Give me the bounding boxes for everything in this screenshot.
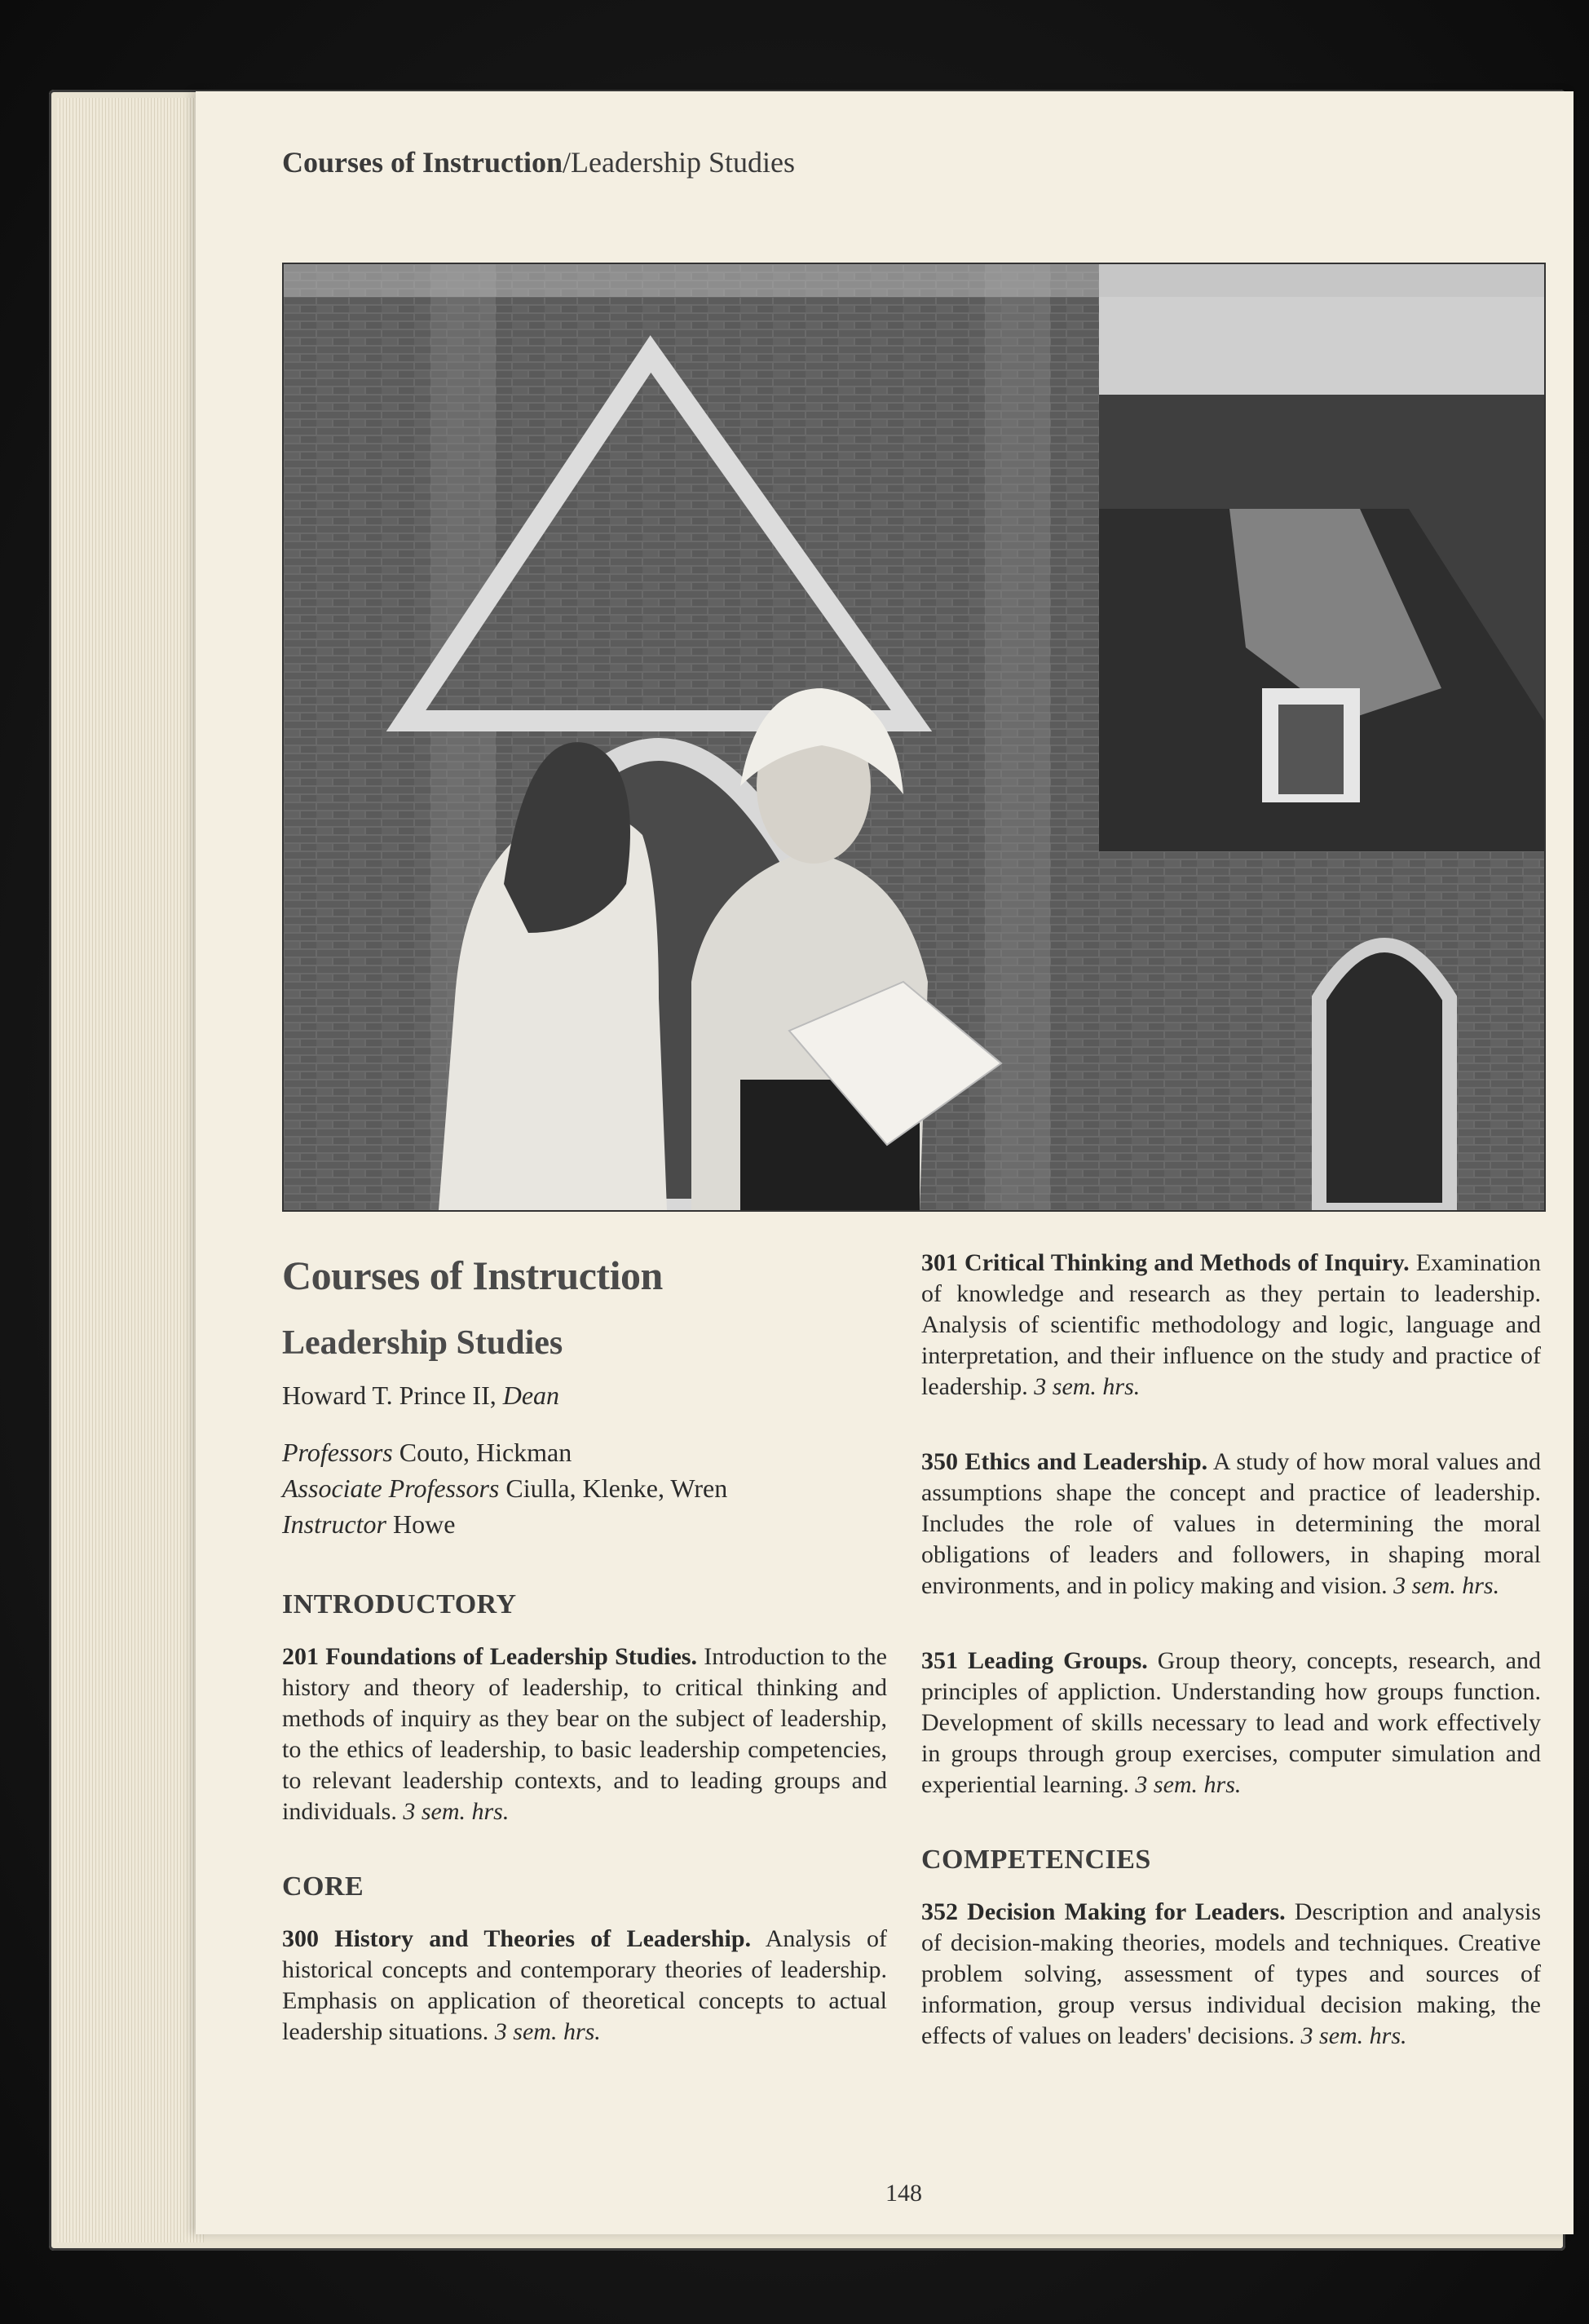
course-350 [921,1447,1541,1602]
faculty-dean-name: Howard T. Prince II, [282,1381,503,1410]
course-351-title: 351 Leading Groups. [921,1647,1148,1674]
page-number: 148 [885,2180,922,2207]
course-300-hours: 3 sem. hrs. [494,2018,601,2045]
course-300-desc: Analysis of historical concepts and contemporary theories of leadership. Emphasis on application of theoretical concepts to actual leadership situations. [282,1925,887,2045]
faculty-dean [282,1377,887,1413]
faculty-associate-title: Associate Professors [282,1473,500,1503]
course-301-title: 301 Critical Thinking and Methods of Inquiry. [921,1249,1410,1276]
course-201 [282,1641,887,1827]
faculty-instructor-names: Howe [386,1509,456,1539]
right-column [921,1248,1541,2096]
category-competencies: COMPETENCIES [921,1845,1151,1875]
page-edges [57,98,204,2242]
course-352-hours: 3 sem. hrs. [1300,2022,1407,2049]
course-351-hours: 3 sem. hrs. [1135,1771,1242,1798]
course-201-title: 201 Foundations of Leadership Studies. [282,1643,697,1670]
course-352-desc: Description and analysis of decision-making theories, models and techniques. Creative problem solving, assessment of types and sources of information, group versus individual decision making, the effects of values on leaders' decisions. [921,1898,1541,2049]
faculty-dean-title: Dean [502,1381,560,1410]
course-351 [921,1646,1541,1800]
course-300-title: 300 History and Theories of Leadership. [282,1925,752,1952]
faculty-professors [282,1434,887,1470]
course-350-title: 350 Ethics and Leadership. [921,1448,1208,1475]
course-301-hours: 3 sem. hrs. [1034,1373,1141,1400]
faculty-associate-names: Ciulla, Klenke, Wren [499,1473,728,1503]
course-351-desc: Group theory, concepts, research, and principles of appliction. Understanding how groups function. Development of skills necessary to lead and work effectively in groups through group exercises, computer simulation and experiential learning. [921,1647,1541,1798]
course-352 [921,1897,1541,2052]
faculty-professors-names: Couto, Hickman [392,1438,572,1467]
faculty-professors-title: Professors [282,1438,393,1467]
course-350-desc: A study of how moral values and assumptions shape the concept and practice of leadership. Includes the role of values in determining the moral obligations of leaders and followers, in shaping moral environments, and in policy making and vision. [921,1448,1541,1599]
category-core: CORE [282,1871,364,1902]
campus-photo-illustration [284,264,1544,1210]
running-head-rest: /Leadership Studies [563,146,795,179]
faculty-instructor-title: Instructor [282,1509,386,1539]
course-301 [921,1248,1541,1403]
course-201-desc: Introduction to the history and theory of leadership, to critical thinking and methods of inquiry as they bear on the subject of leadership, to the ethics of leadership, to basic leadership competencies, to relevant leadership contexts, and to leading groups and individuals. [282,1643,887,1825]
course-201-hours: 3 sem. hrs. [403,1798,510,1825]
category-introductory: INTRODUCTORY [282,1589,517,1619]
course-300 [282,1924,887,2048]
campus-photo [282,263,1546,1212]
course-352-title: 352 Decision Making for Leaders. [921,1898,1286,1925]
course-350-hours: 3 sem. hrs. [1393,1572,1500,1599]
course-301-desc: Examination of knowledge and research as they pertain to leadership. Analysis of scientific methodology and logic, language and interpretation, and their influence on the study and practice of leadership. [921,1249,1541,1400]
running-head [282,145,795,179]
running-head-bold: Courses of Instruction [282,146,563,179]
department-title: Leadership Studies [282,1324,563,1362]
faculty-instructor [282,1506,887,1542]
section-title: Courses of Instruction [282,1253,663,1298]
faculty-associate-professors [282,1470,887,1506]
left-column [282,1252,887,2092]
